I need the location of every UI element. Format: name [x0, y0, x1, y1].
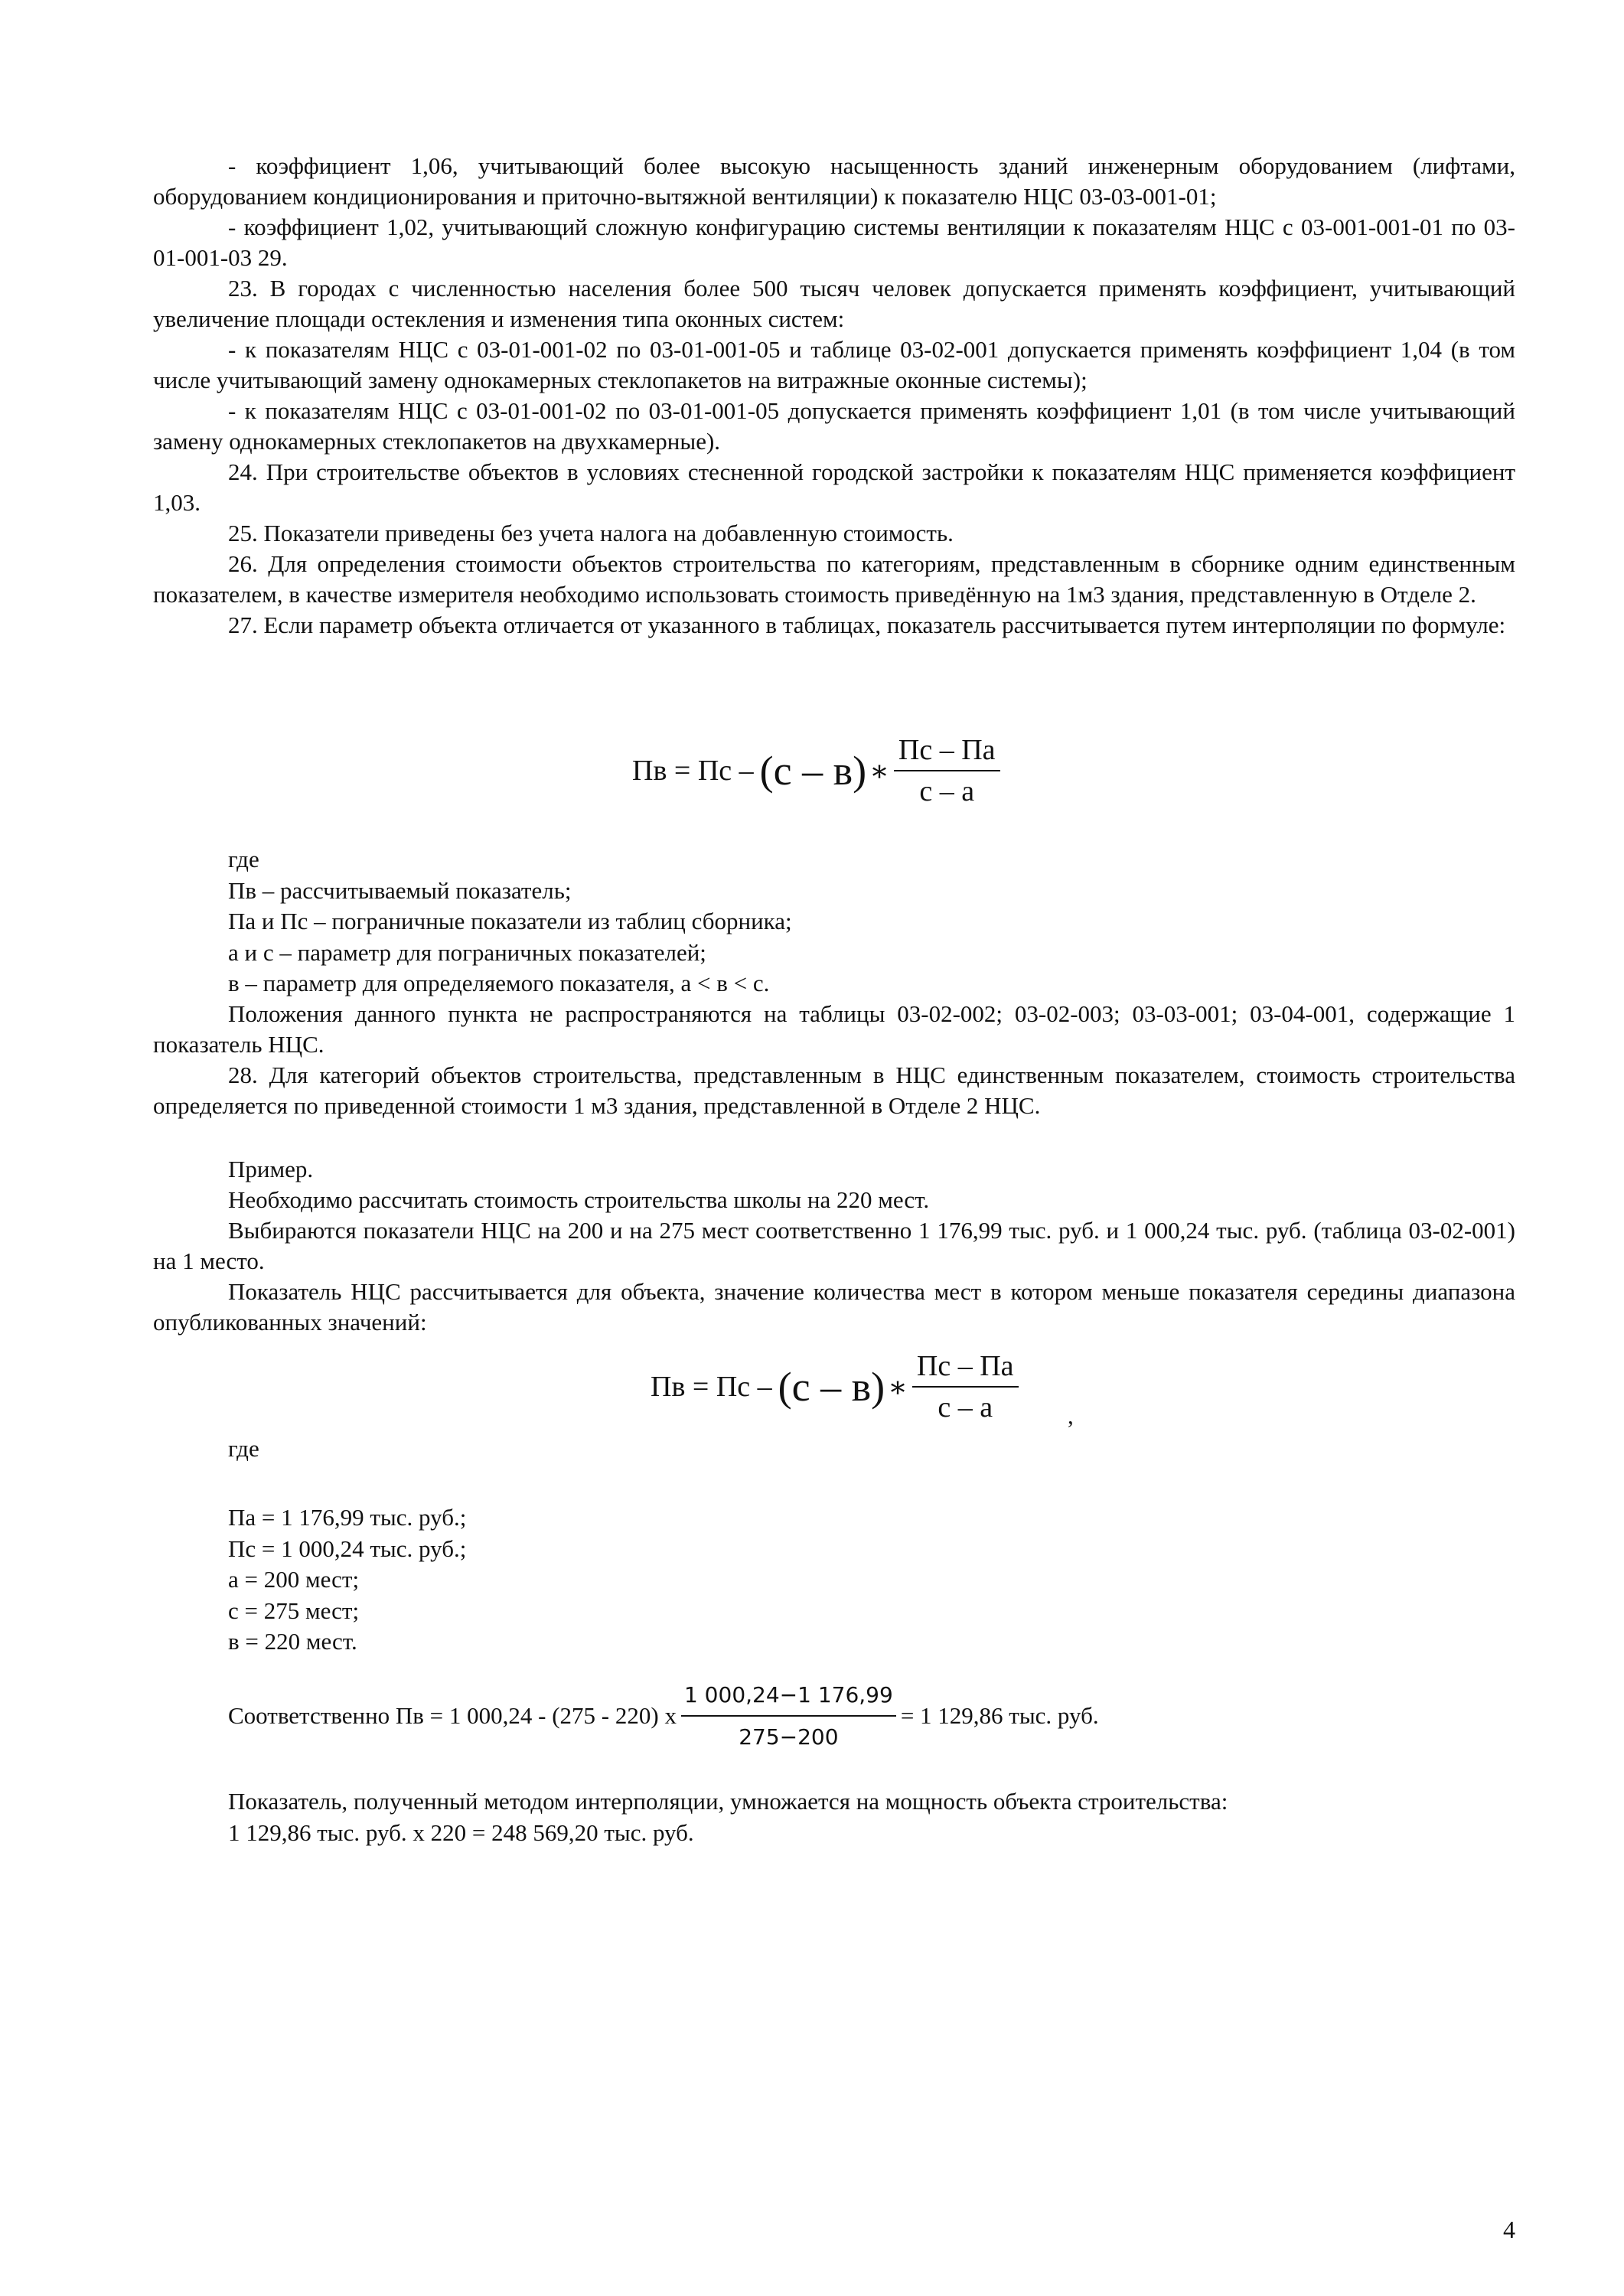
definition: а и с – параметр для пограничных показателей; — [228, 938, 706, 966]
calc-denominator: 275−200 — [739, 1724, 839, 1750]
paragraph: 26. Для определения стоимости объектов строительства по категориям, представленным в сборнике одним единственным показателем, в качестве измерителя необходимо использовать стоимость приведённую на 1м3 здания, представленную в Отделе 2. — [153, 550, 1515, 608]
interpolation-formula — [632, 733, 1000, 808]
definition: в – параметр для определяемого показателя, а < в < с. — [228, 970, 770, 996]
value-line: Пс = 1 000,24 тыс. руб.; — [228, 1534, 467, 1562]
paragraph: - коэффициент 1,02, учитывающий сложную конфигурацию системы вентиляции к показателям НЦС с 03-001-001-01 по 03-01-001-03 29. — [153, 214, 1515, 271]
formula-times: ∗ — [888, 1371, 908, 1404]
closing-block — [153, 1786, 1515, 1848]
example-heading: Пример. — [228, 1156, 314, 1182]
paragraph: - к показателям НЦС с 03-01-001-02 по 03-01-001-05 допускается применять коэффициент 1,01 (в том числе учитывающий замену однокамерных стеклопакетов на двухкамерные). — [153, 397, 1515, 455]
formula-lhs: Пв = Пс – — [632, 755, 754, 787]
formula-denominator: с – а — [938, 1391, 993, 1424]
paragraph: Показатель НЦС рассчитывается для объекта, значение количества мест в котором меньше показателя середины диапазона опубликованных значений: — [153, 1278, 1515, 1336]
top-paragraphs — [153, 151, 1515, 641]
closing-line: Показатель, полученный методом интерполяции, умножается на мощность объекта строительства: — [228, 1788, 1228, 1815]
calc-numerator: 1 000,24−1 176,99 — [681, 1682, 896, 1717]
paragraph: 24. При строительстве объектов в условиях стесненной городской застройки к показателям НЦС применяется коэффициент 1,03. — [153, 458, 1515, 516]
paragraph: Положения данного пункта не распространяются на таблицы 03-02-002; 03-02-003; 03-03-001; 03-04-001, содержащие 1 показатель НЦС. — [153, 1000, 1515, 1058]
formula-times: ∗ — [869, 755, 889, 788]
paragraph: - к показателям НЦС с 03-01-001-02 по 03-01-001-05 и таблице 03-02-001 допускается применять коэффициент 1,04 (в том числе учитывающий замену однокамерных стеклопакетов на витражные оконные системы); — [153, 336, 1515, 393]
formula-numerator: Пс – Па — [894, 733, 1000, 771]
formula-comma: , — [1068, 1402, 1074, 1429]
calc-suffix: = 1 129,86 тыс. руб. — [900, 1702, 1099, 1729]
paragraph: 28. Для категорий объектов строительства, представленным в НЦС единственным показателем, стоимость строительства определяется по приведенной стоимости 1 м3 здания, представленной в Отделе 2 НЦС. — [153, 1062, 1515, 1119]
definition: Пв – рассчитываемый показатель; — [228, 876, 572, 904]
formula-bracket: (с – в) — [759, 748, 867, 794]
paragraph: - коэффициент 1,06, учитывающий более высокую насыщенность зданий инженерным оборудованием (лифтами, оборудованием кондиционирования и приточно-вытяжной вентиляции) к показателю НЦС 03-03-001-01; — [153, 152, 1515, 210]
definitions-block — [153, 844, 1515, 1000]
formula-bracket: (с – в) — [778, 1364, 885, 1410]
value-line: а = 200 мест; — [228, 1566, 360, 1593]
example-formula — [651, 1349, 1019, 1424]
paragraph: 25. Показатели приведены без учета налога на добавленную стоимость. — [228, 520, 954, 546]
formula-fraction — [894, 733, 1000, 808]
value-line: с = 275 мест; — [228, 1596, 360, 1624]
where-block — [153, 1433, 1515, 1465]
middle-paragraphs — [153, 999, 1515, 1121]
where-label: где — [228, 846, 259, 872]
formula-fraction — [912, 1349, 1019, 1424]
page-number: 4 — [1503, 2216, 1515, 2243]
value-line: Па = 1 176,99 тыс. руб.; — [228, 1504, 467, 1531]
formula-numerator: Пс – Па — [912, 1349, 1019, 1388]
paragraph: Необходимо рассчитать стоимость строительства школы на 220 мест. — [228, 1186, 930, 1213]
definition: Па и Пс – пограничные показатели из таблиц сборника; — [228, 908, 792, 934]
where-label: где — [228, 1435, 259, 1462]
calculation-line — [228, 1682, 1099, 1750]
paragraph: 23. В городах с численностью населения более 500 тысяч человек допускается применять коэффициент, учитывающий увеличение площади остекления и изменения типа оконных систем: — [153, 275, 1515, 332]
closing-line: 1 129,86 тыс. руб. х 220 = 248 569,20 тыс. руб. — [228, 1818, 694, 1846]
example-paragraphs — [153, 1154, 1515, 1338]
calc-prefix: Соответственно Пв = 1 000,24 - (275 - 220) х — [228, 1702, 677, 1729]
paragraph: 27. Если параметр объекта отличается от указанного в таблицах, показатель рассчитывается путем интерполяции по формуле: — [228, 612, 1506, 638]
calc-fraction — [681, 1682, 896, 1750]
values-block — [153, 1502, 1515, 1658]
paragraph: Выбираются показатели НЦС на 200 и на 275 мест соответственно 1 176,99 тыс. руб. и 1 000,24 тыс. руб. (таблица 03-02-001) на 1 место. — [153, 1217, 1515, 1274]
formula-lhs: Пв = Пс – — [651, 1371, 772, 1403]
formula-denominator: с – а — [919, 775, 975, 807]
value-line: в = 220 мест. — [228, 1628, 357, 1655]
